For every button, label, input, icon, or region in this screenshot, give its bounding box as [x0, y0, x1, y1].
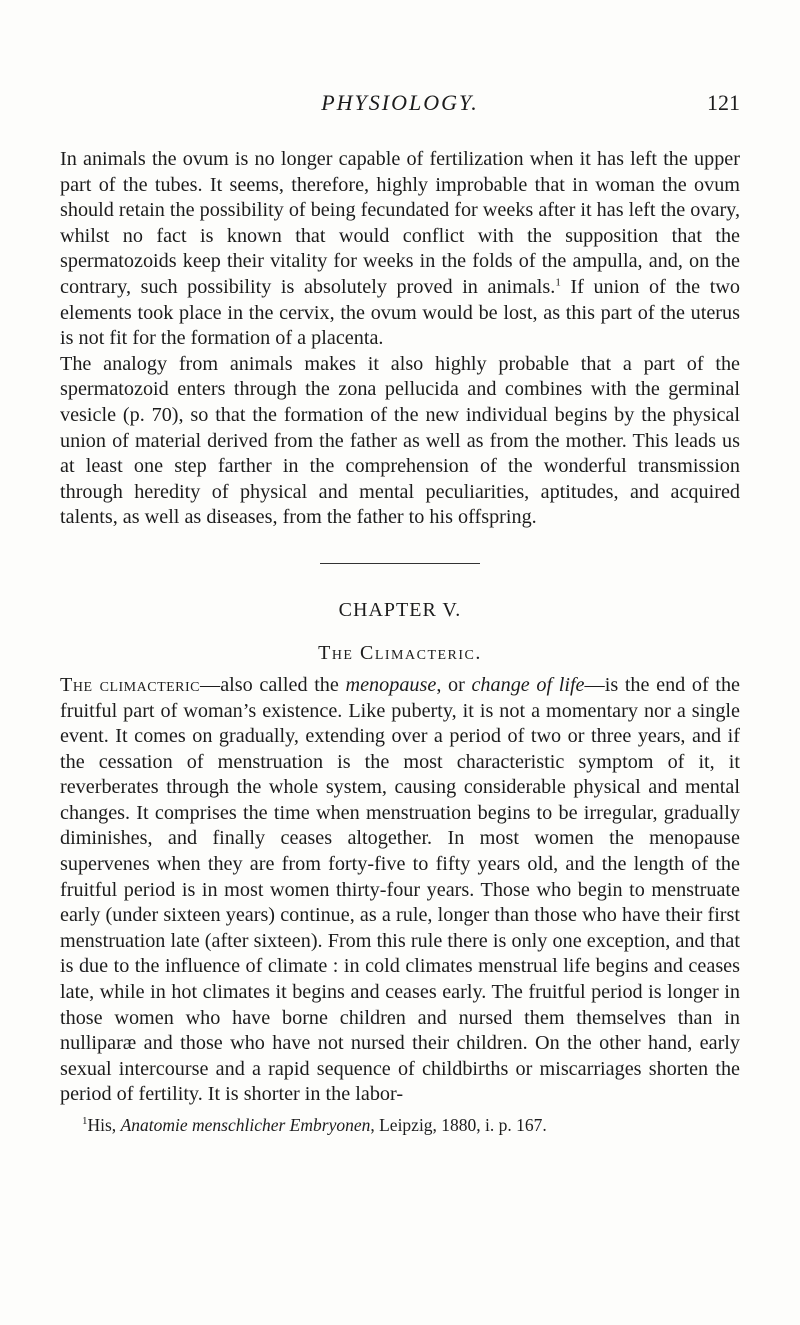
- footnote-citation: , Leipzig, 1880, i. p. 167.: [370, 1115, 547, 1135]
- page-number: 121: [707, 90, 740, 115]
- chapter-title: The Climacteric.: [318, 641, 482, 664]
- paragraph-text: —also called the: [200, 673, 346, 696]
- paragraph-text: The analogy from animals makes it also highly probable that a part of the spermatozoid enters through the zona pellucida and combines with the germinal vesicle (p. 70), so that the formation of the new individual begins by the physical union of material derived from the father as well as from the mother. This leads us at least one step farther in the comprehension of the wonderful transmission through heredity of physical and mental peculiarities, aptitudes, and acquired talents, as well as diseases, from the father to his offspring.: [60, 352, 740, 529]
- paragraph-text-continued: If union of the two elements took place in the cervix, the ovum would be lost, as this part of the uterus is not fit for the formation of a placenta.: [60, 275, 740, 350]
- paragraph-text: —is the end of the fruitful part of woman’s existence. Like puberty, it is not a momentary nor a single event. It comes on gradually, extending over a period of two or three years, and if the cessation of menstruation is the most characteristic symptom of it, it reverberates through the whole system, causing considerable physical and mental changes. It comprises the time when menstruation begins to be irregular, gradually diminishes, and finally ceases altogether. In most women the menopause supervenes when they are from forty-five to fifty years old, and the length of the fruitful period is in most women thirty-four years. Those who begin to menstruate early (under sixteen years) continue, as a rule, longer than those who have their first menstruation late (after sixteen). From this rule there is only one exception, and that is due to the influence of climate : in cold climates menstrual life begins and ceases late, while in hot climates it begins and ceases early. The fruitful period is longer in those women who have borne children and nursed them themselves than in nulliparæ and those who have not nursed their children. On the other hand, early sexual intercourse and a rapid sequence of childbirths or miscarriages shorten the period of fertility. It is shorter in the labor-: [60, 673, 741, 1106]
- paragraph-text: In animals the ovum is no longer capable of fertilization when it has left the upper part of the tubes. It seems, therefore, highly improbable that in woman the ovum should retain the possibility of being fecundated for weeks after it has left the ovary, whilst no fact is known that would conflict with the supposition that the spermatozoids keep their vitality for weeks in the folds of the ampulla, and, on the contrary, such possibility is absolutely proved in animals.: [60, 148, 740, 298]
- footnote-mark: 1: [82, 1115, 88, 1128]
- page-body: [60, 147, 740, 1136]
- italic-term-change-of-life: change of life: [471, 673, 585, 696]
- running-head-title: PHYSIOLOGY.: [321, 90, 479, 115]
- footnote-reference: 1: [555, 276, 561, 289]
- footnote-author: His,: [87, 1115, 121, 1135]
- section-divider: [60, 531, 740, 583]
- paragraph-analogy: [60, 352, 740, 531]
- paragraph-text: , or: [436, 673, 472, 696]
- horizontal-rule: [320, 563, 480, 564]
- running-head: [60, 90, 740, 126]
- paragraph-climacteric: [60, 673, 740, 1108]
- footnote: [60, 1114, 740, 1136]
- lead-in-small-caps: The climacteric: [60, 673, 201, 696]
- paragraph-ovum-fertilization: [60, 147, 740, 352]
- italic-term-menopause: menopause: [345, 673, 437, 696]
- footnote-work-title: Anatomie menschlicher Embryonen: [120, 1115, 371, 1135]
- chapter-heading: CHAPTER V.: [338, 598, 462, 621]
